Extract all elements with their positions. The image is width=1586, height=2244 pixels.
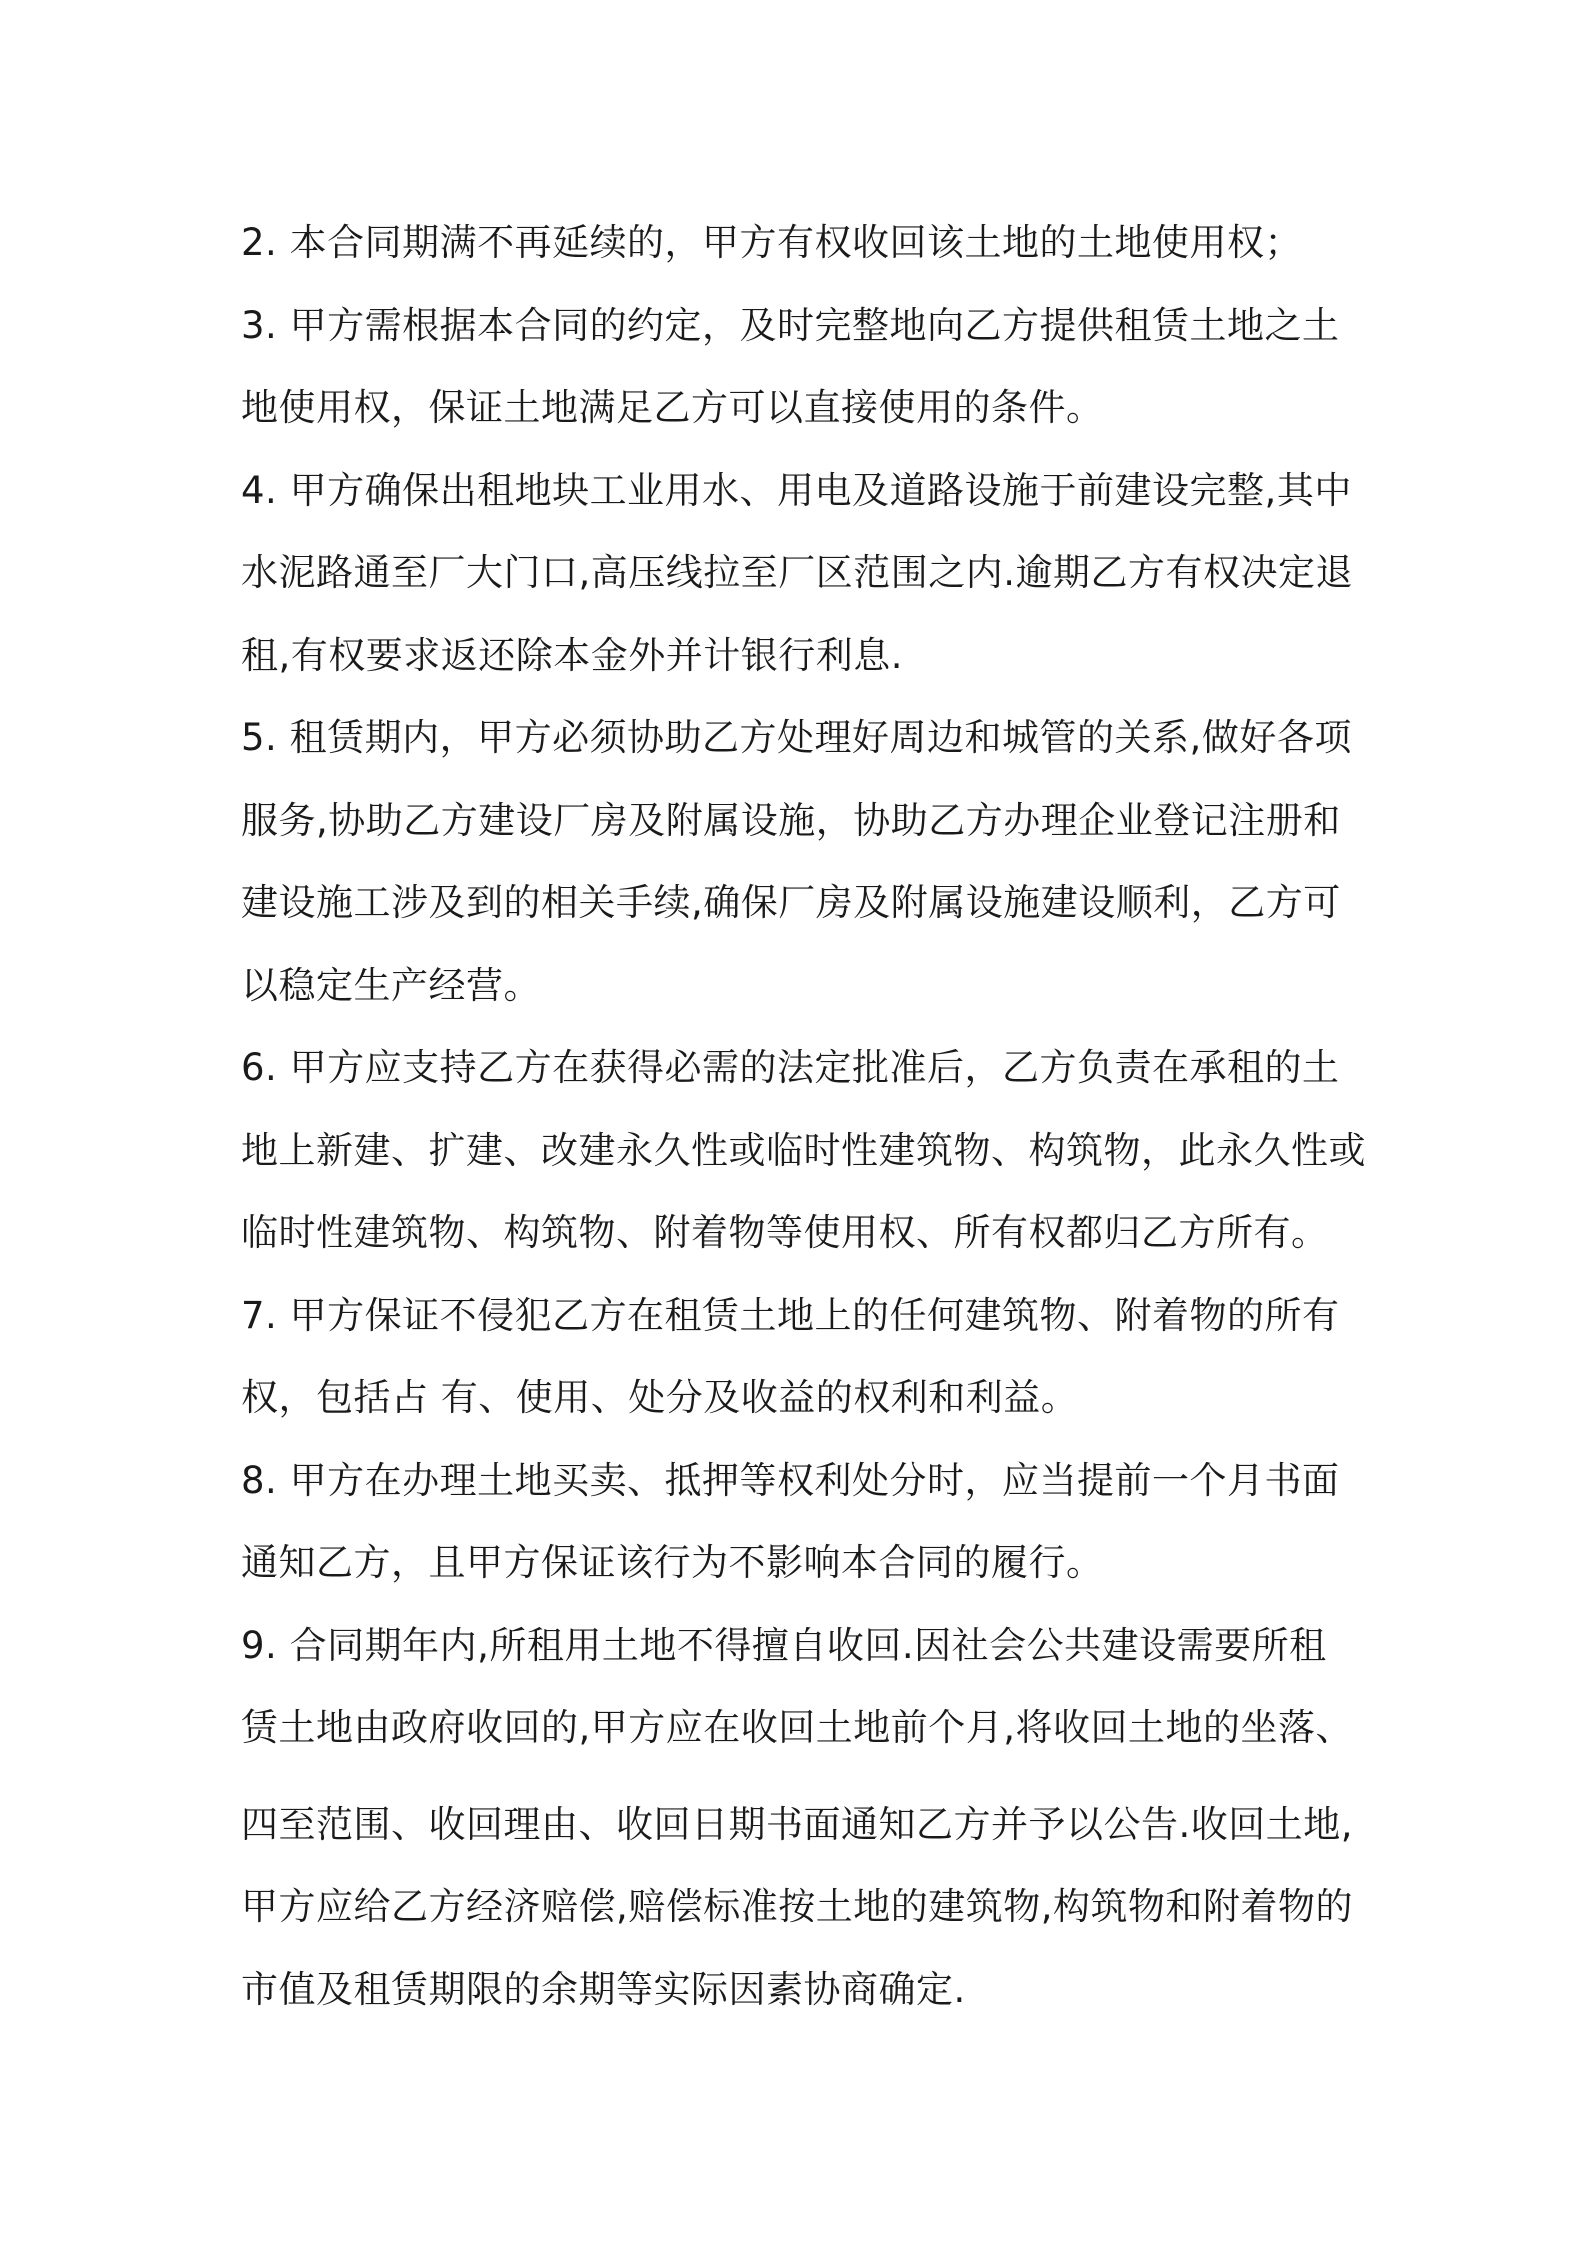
clause-line: 7. 甲方保证不侵犯乙方在租赁土地上的任何建筑物、附着物的所有 [241, 1293, 1340, 1337]
clause-line: 6. 甲方应支持乙方在获得必需的法定批准后，乙方负责在承租的土 [241, 1046, 1340, 1089]
clause-line: 地上新建、扩建、改建永久性或临时性建筑物、构筑物，此永久性或 [241, 1128, 1366, 1172]
clause-line: 9. 合同期年内,所租用土地不得擅自收回.因社会公共建设需要所租 [241, 1623, 1327, 1667]
clause-line: 临时性建筑物、构筑物、附着物等使用权、所有权都归乙方所有。 [241, 1211, 1329, 1254]
clause-line: 通知乙方，且甲方保证该行为不影响本合同的履行。 [241, 1541, 1104, 1584]
clause-line: 租,有权要求返还除本金外并计银行利息. [241, 633, 904, 677]
clause-3 [241, 285, 1356, 450]
clause-line: 甲方应给乙方经济赔偿,赔偿标准按土地的建筑物,构筑物和附着物的 [241, 1885, 1354, 1928]
clause-line: 水泥路通至厂大门口,高压线拉至厂区范围之内.逾期乙方有权决定退 [241, 551, 1354, 594]
contract-clauses [241, 202, 1366, 2031]
clause-line: 市值及租赁期限的余期等实际因素协商确定. [241, 1967, 966, 2011]
clause-line: 8. 甲方在办理土地买卖、抵押等权利处分时，应当提前一个月书面 [241, 1458, 1340, 1502]
clause-line: 赁土地由政府收回的,甲方应在收回土地前个月,将收回土地的坐落、 [241, 1706, 1354, 1749]
clause-9 [241, 1605, 1356, 2032]
clause-line: 建设施工涉及到的相关手续,确保厂房及附属设施建设顺利，乙方可 [241, 881, 1341, 924]
clause-line: 以稳定生产经营。 [241, 963, 541, 1007]
clause-line: 3. 甲方需根据本合同的约定，及时完整地向乙方提供租赁土地之土 [241, 303, 1340, 347]
clause-line: 2. 本合同期满不再延续的，甲方有权收回该土地的土地使用权； [241, 221, 1303, 264]
clause-6 [241, 1027, 1366, 1275]
clause-line: 地使用权，保证土地满足乙方可以直接使用的条件。 [241, 386, 1104, 429]
clause-2 [241, 202, 1356, 285]
clause-line: 权，包括占 有、使用、处分及收益的权利和利益。 [241, 1376, 1079, 1419]
clause-4 [241, 450, 1356, 698]
clause-line: 服务,协助乙方建设厂房及附属设施，协助乙方办理企业登记注册和 [241, 798, 1341, 842]
clause-line: 5. 租赁期内，甲方必须协助乙方处理好周边和城管的关系,做好各项 [241, 716, 1352, 759]
clause-line: 4. 甲方确保出租地块工业用水、用电及道路设施于前建设完整,其中 [241, 468, 1352, 512]
clause-5 [241, 697, 1356, 1027]
clause-line: 四至范围、收回理由、收回日期书面通知乙方并予以公告.收回土地, [241, 1802, 1354, 1846]
clause-8 [241, 1440, 1356, 1605]
clause-7 [241, 1275, 1356, 1440]
